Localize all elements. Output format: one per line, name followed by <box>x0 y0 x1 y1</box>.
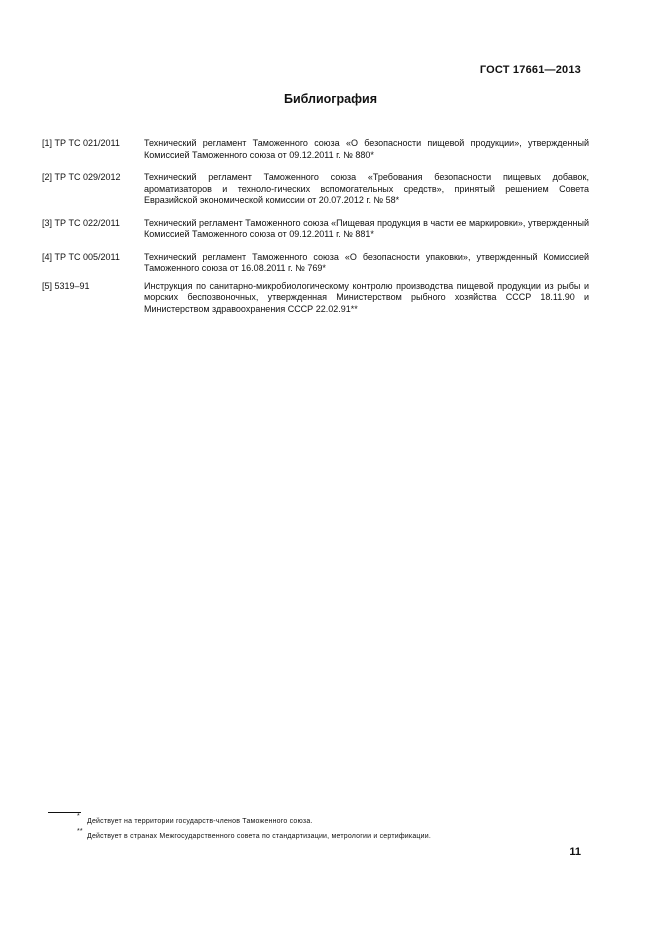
footnote-mark: * <box>77 813 80 820</box>
bibliography-text: Инструкция по санитарно-микробиологическому контролю производства пищевой продукции из рыбы и морских беспозвоночных, утвержденная Министерством рыбного хозяйства СССР 18.11.90 и Министерством здравоохранения СССР 22.02.91** <box>144 280 589 314</box>
footnote-2 <box>77 828 587 842</box>
bibliography-entry-5 <box>42 281 589 316</box>
bibliography-text: Технический регламент Таможенного союза «Требования безопасности пищевых добавок, ароматизаторов и техноло-гических вспомогательных средств», принятый решением Совета Евразийской экономической комиссии от 20.07.2012 г. № 58* <box>144 172 589 205</box>
footnote-text: Действует в странах Межгосударственного совета по стандартизации, метрологии и сертификации. <box>87 833 431 840</box>
bibliography-ref: [4] ТР ТС 005/2011 <box>42 251 120 262</box>
bibliography-text: Технический регламент Таможенного союза «О безопасности упаковки», утвержденный Комиссией Таможенного союза от 16.08.2011 г. № 769* <box>144 251 589 273</box>
footnote-1 <box>77 813 587 827</box>
bibliography-ref: [2] ТР ТС 029/2012 <box>42 172 121 182</box>
bibliography-entry-3 <box>42 218 589 241</box>
bibliography-list <box>42 138 589 326</box>
bibliography-ref: [5] 5319–91 <box>42 280 90 291</box>
bibliography-ref: [3] ТР ТС 022/2011 <box>42 217 120 228</box>
bibliography-entry-2 <box>42 172 589 207</box>
footnote-text: Действует на территории государств-членов Таможенного союза. <box>87 818 313 825</box>
bibliography-entry-4 <box>42 252 589 275</box>
footnotes <box>77 812 587 847</box>
bibliography-ref: [1] ТР ТС 021/2011 <box>42 138 120 148</box>
bibliography-text: Технический регламент Таможенного союза «О безопасности пищевой продукции», утвержденный Комиссией Таможенного союза от 09.12.2011 г. № 880* <box>144 138 589 160</box>
footnote-mark: ** <box>77 828 83 835</box>
page-title: Библиография <box>283 92 378 106</box>
page-number: 11 <box>569 846 581 858</box>
bibliography-entry-1 <box>42 138 589 161</box>
page-header-standard-id: ГОСТ 17661—2013 <box>479 64 581 76</box>
bibliography-text: Технический регламент Таможенного союза «Пищевая продукция в части ее маркировки», утвержденный Комиссией Таможенного союза от 09.12.2011 г. № 881* <box>144 217 589 239</box>
